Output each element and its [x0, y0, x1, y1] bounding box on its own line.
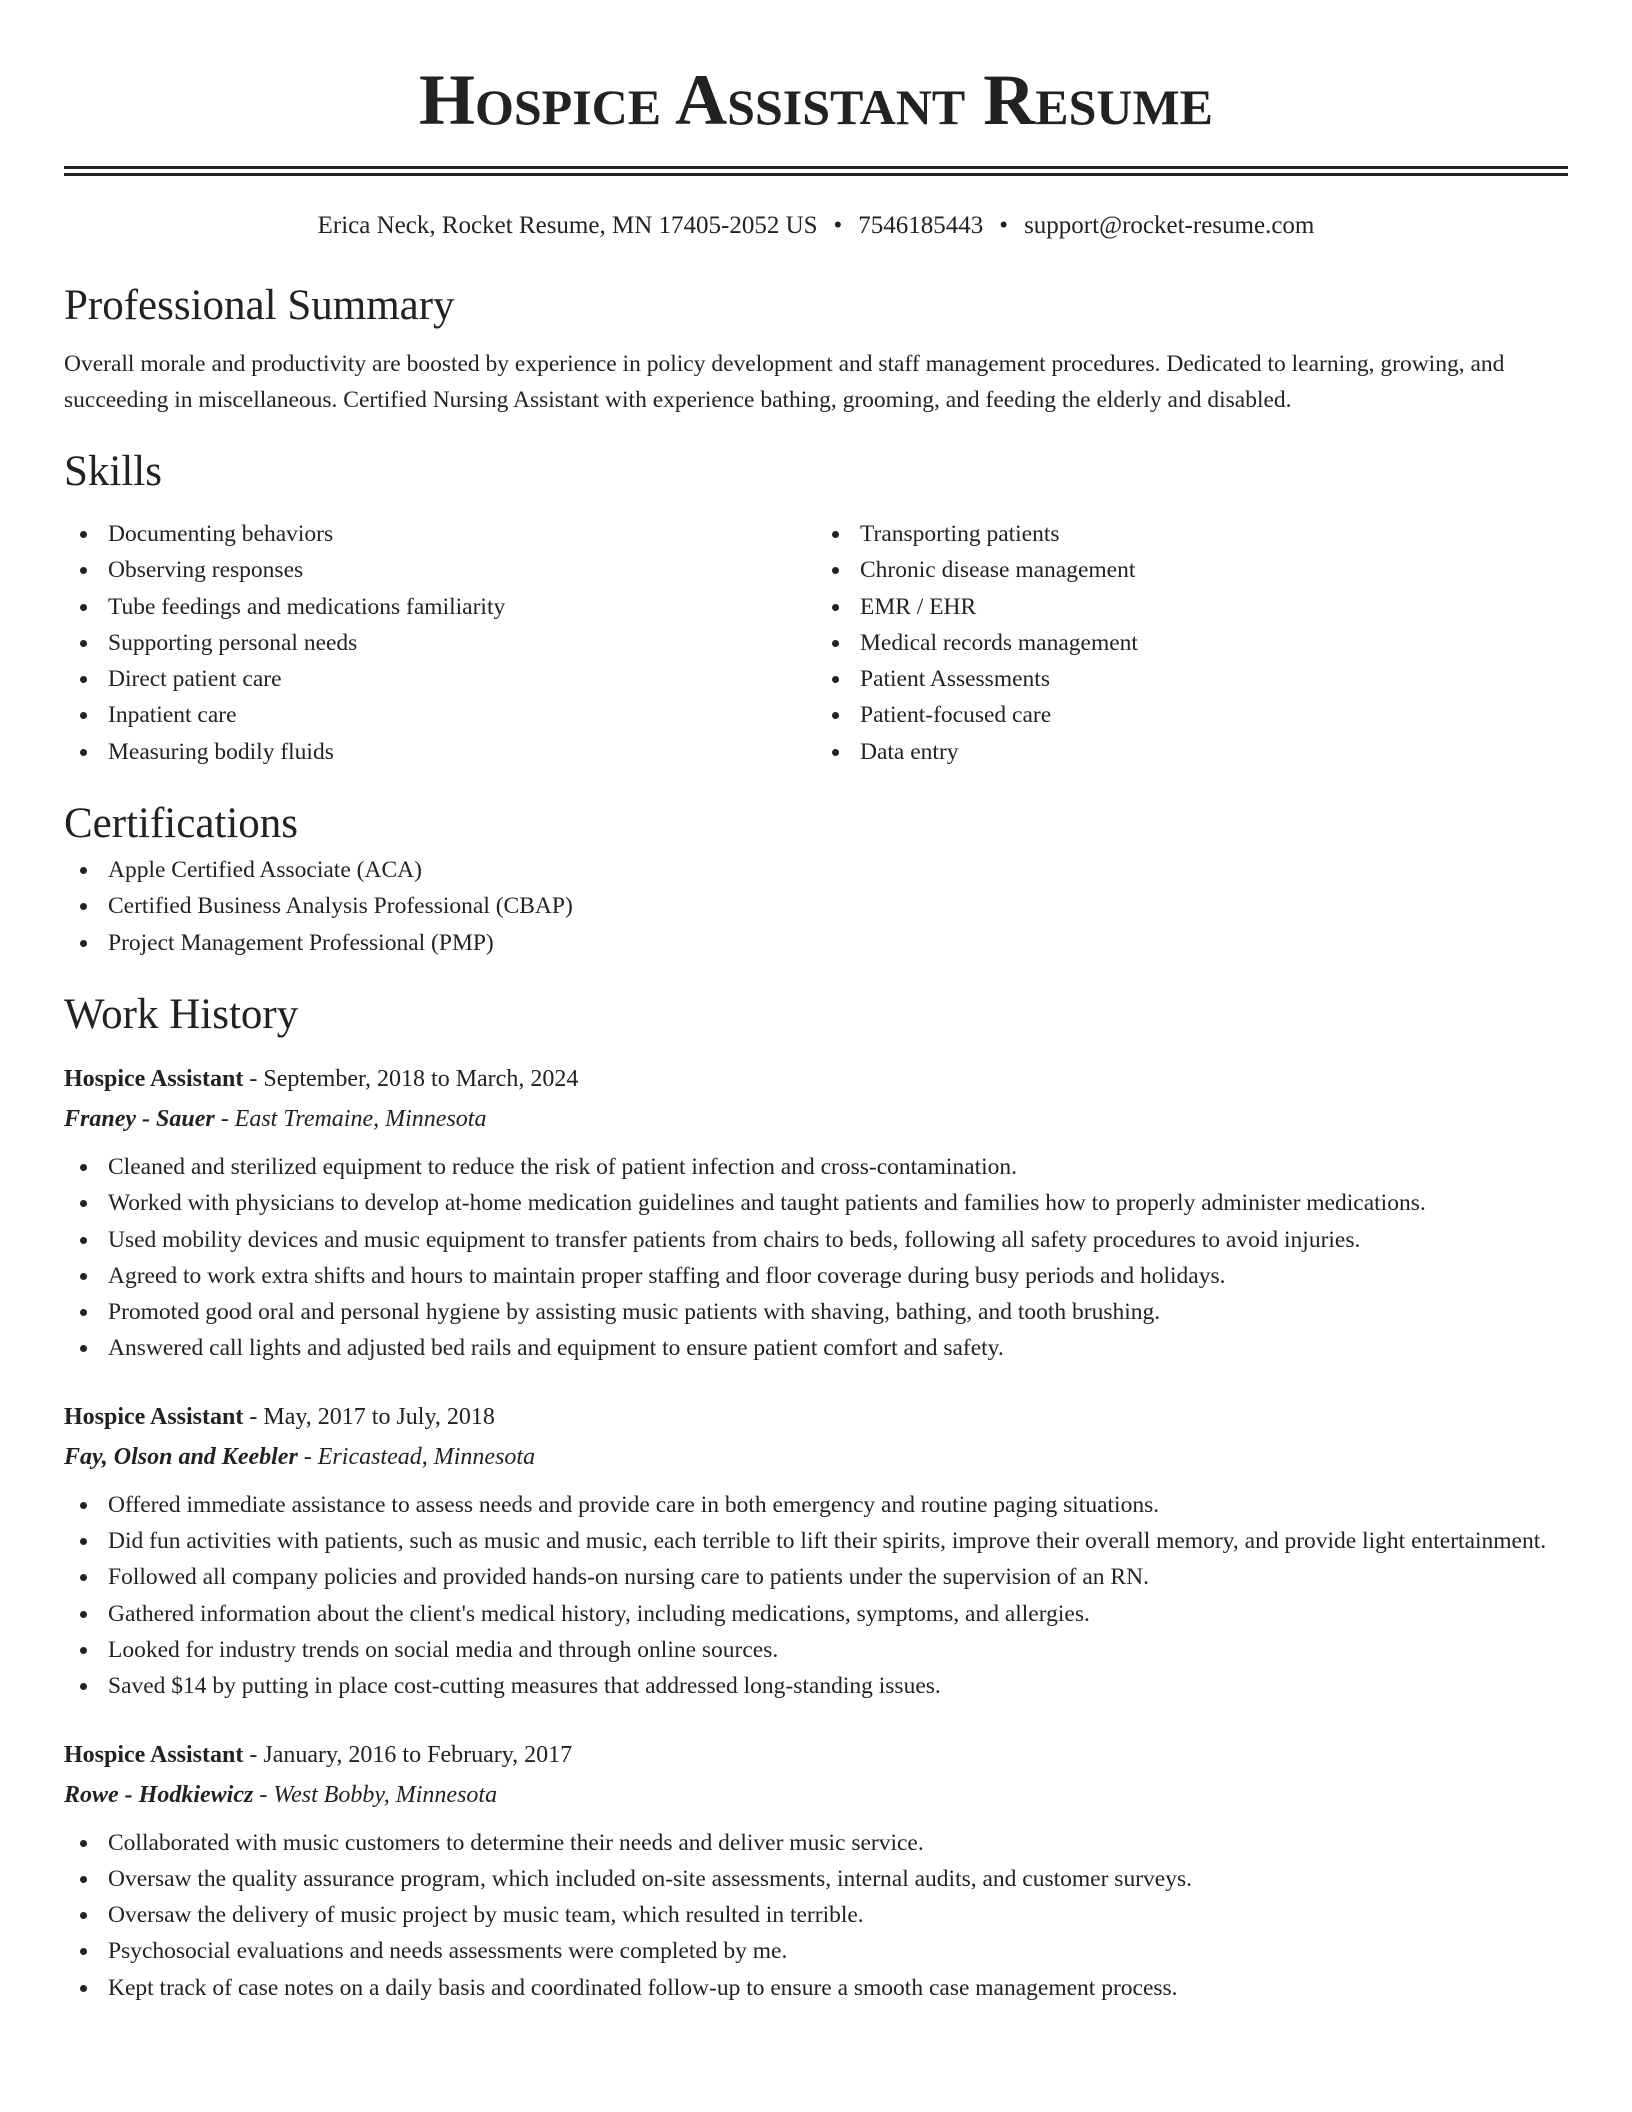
job-bullet: Agreed to work extra shifts and hours to maintain proper staffing and floor coverage during busy periods and holidays. — [64, 1258, 1568, 1294]
job-dates: - January, 2016 to February, 2017 — [243, 1741, 573, 1768]
job-bullet: Followed all company policies and provided hands-on nursing care to patients under the supervision of an RN. — [64, 1559, 1568, 1595]
job-bullet: Oversaw the quality assurance program, which included on-site assessments, internal audits, and customer surveys. — [64, 1861, 1568, 1897]
job-title-line — [64, 1397, 1568, 1437]
job-title-line — [64, 1735, 1568, 1775]
company-location: - Ericastead, Minnesota — [297, 1443, 536, 1470]
job-role: Hospice Assistant — [64, 1741, 244, 1768]
contact-address: Erica Neck, Rocket Resume, MN 17405-2052 US — [317, 212, 818, 239]
skill-item: Tube feedings and medications familiarity — [64, 589, 816, 625]
company-location: - East Tremaine, Minnesota — [214, 1105, 487, 1132]
summary-text: Overall morale and productivity are boosted by experience in policy development and staff management procedures. Dedicated to learning, growing, and succeeding in miscellaneous. Certified Nursing Assistant with experience bathing, grooming, and feeding the elderly and disabled. — [64, 351, 1505, 413]
skill-item: Supporting personal needs — [64, 625, 816, 661]
skill-item: EMR / EHR — [816, 589, 1568, 625]
company-line — [64, 1775, 1568, 1815]
certification-item: Project Management Professional (PMP) — [64, 925, 1568, 961]
company-line — [64, 1437, 1568, 1477]
certifications-heading: Certifications — [64, 800, 299, 848]
job-bullet: Cleaned and sterilized equipment to reduce the risk of patient infection and cross-contamination. — [64, 1149, 1568, 1185]
skill-item: Direct patient care — [64, 661, 816, 697]
job-bullet: Worked with physicians to develop at-home medication guidelines and taught patients and families how to properly administer medications. — [64, 1185, 1568, 1221]
job-bullet: Looked for industry trends on social media and through online sources. — [64, 1632, 1568, 1668]
job-bullet: Psychosocial evaluations and needs assessments were completed by me. — [64, 1933, 1568, 1969]
skill-item: Observing responses — [64, 552, 816, 588]
job-dates: - May, 2017 to July, 2018 — [243, 1403, 495, 1430]
skill-item: Documenting behaviors — [64, 516, 816, 552]
certifications-list — [64, 852, 1568, 961]
job-role: Hospice Assistant — [64, 1065, 244, 1092]
contact-separator: • — [999, 212, 1009, 239]
job-bullets — [64, 1487, 1568, 1705]
skill-item: Transporting patients — [816, 516, 1568, 552]
company-name: Franey - Sauer — [64, 1105, 215, 1132]
skill-item: Measuring bodily fluids — [64, 734, 816, 770]
job-bullet: Saved $14 by putting in place cost-cutting measures that addressed long-standing issues. — [64, 1668, 1568, 1704]
contact-separator: • — [833, 212, 843, 239]
job-bullet: Oversaw the delivery of music project by music team, which resulted in terrible. — [64, 1897, 1568, 1933]
title-divider — [64, 166, 1568, 176]
page-title: Hospice Assistant Resume — [418, 60, 1214, 140]
contact-line — [64, 210, 1568, 242]
job-bullets — [64, 1149, 1568, 1367]
summary-heading: Professional Summary — [64, 282, 455, 329]
skills-heading: Skills — [64, 448, 162, 495]
contact-email: support@rocket-resume.com — [1024, 212, 1315, 239]
skill-item: Chronic disease management — [816, 552, 1568, 588]
job-title-line — [64, 1059, 1568, 1099]
job-bullet: Answered call lights and adjusted bed rails and equipment to ensure patient comfort and safety. — [64, 1330, 1568, 1366]
job-bullet: Kept track of case notes on a daily basis and coordinated follow-up to ensure a smooth case management process. — [64, 1970, 1568, 2006]
skills-column-left — [64, 516, 816, 770]
skill-item: Medical records management — [816, 625, 1568, 661]
company-location: - West Bobby, Minnesota — [253, 1781, 498, 1808]
job-bullet: Used mobility devices and music equipment to transfer patients from chairs to beds, following all safety procedures to avoid injuries. — [64, 1222, 1568, 1258]
job-entry — [64, 1059, 1568, 1367]
job-bullet: Collaborated with music customers to determine their needs and deliver music service. — [64, 1825, 1568, 1861]
skill-item: Patient Assessments — [816, 661, 1568, 697]
job-bullets — [64, 1825, 1568, 2006]
skill-item: Data entry — [816, 734, 1568, 770]
skills-column-right — [816, 516, 1568, 770]
work-history-heading: Work History — [64, 990, 299, 1038]
company-line — [64, 1099, 1568, 1139]
certification-item: Apple Certified Associate (ACA) — [64, 852, 1568, 888]
job-dates: - September, 2018 to March, 2024 — [243, 1065, 579, 1092]
contact-phone: 7546185443 — [858, 212, 984, 239]
skill-item: Patient-focused care — [816, 697, 1568, 733]
skill-item: Inpatient care — [64, 697, 816, 733]
company-name: Fay, Olson and Keebler — [64, 1443, 298, 1470]
job-entry — [64, 1397, 1568, 1705]
job-entry — [64, 1735, 1568, 2006]
skills-list-right — [816, 516, 1568, 770]
skills-grid — [64, 516, 1568, 770]
job-bullet: Did fun activities with patients, such as music and music, each terrible to lift their spirits, improve their overall memory, and provide light entertainment. — [64, 1523, 1568, 1559]
skills-list-left — [64, 516, 816, 770]
certification-item: Certified Business Analysis Professional (CBAP) — [64, 888, 1568, 924]
job-role: Hospice Assistant — [64, 1403, 244, 1430]
job-bullet: Offered immediate assistance to assess needs and provide care in both emergency and routine paging situations. — [64, 1487, 1568, 1523]
job-bullet: Gathered information about the client's medical history, including medications, symptoms, and allergies. — [64, 1596, 1568, 1632]
company-name: Rowe - Hodkiewicz — [64, 1781, 254, 1808]
job-bullet: Promoted good oral and personal hygiene by assisting music patients with shaving, bathing, and tooth brushing. — [64, 1294, 1568, 1330]
